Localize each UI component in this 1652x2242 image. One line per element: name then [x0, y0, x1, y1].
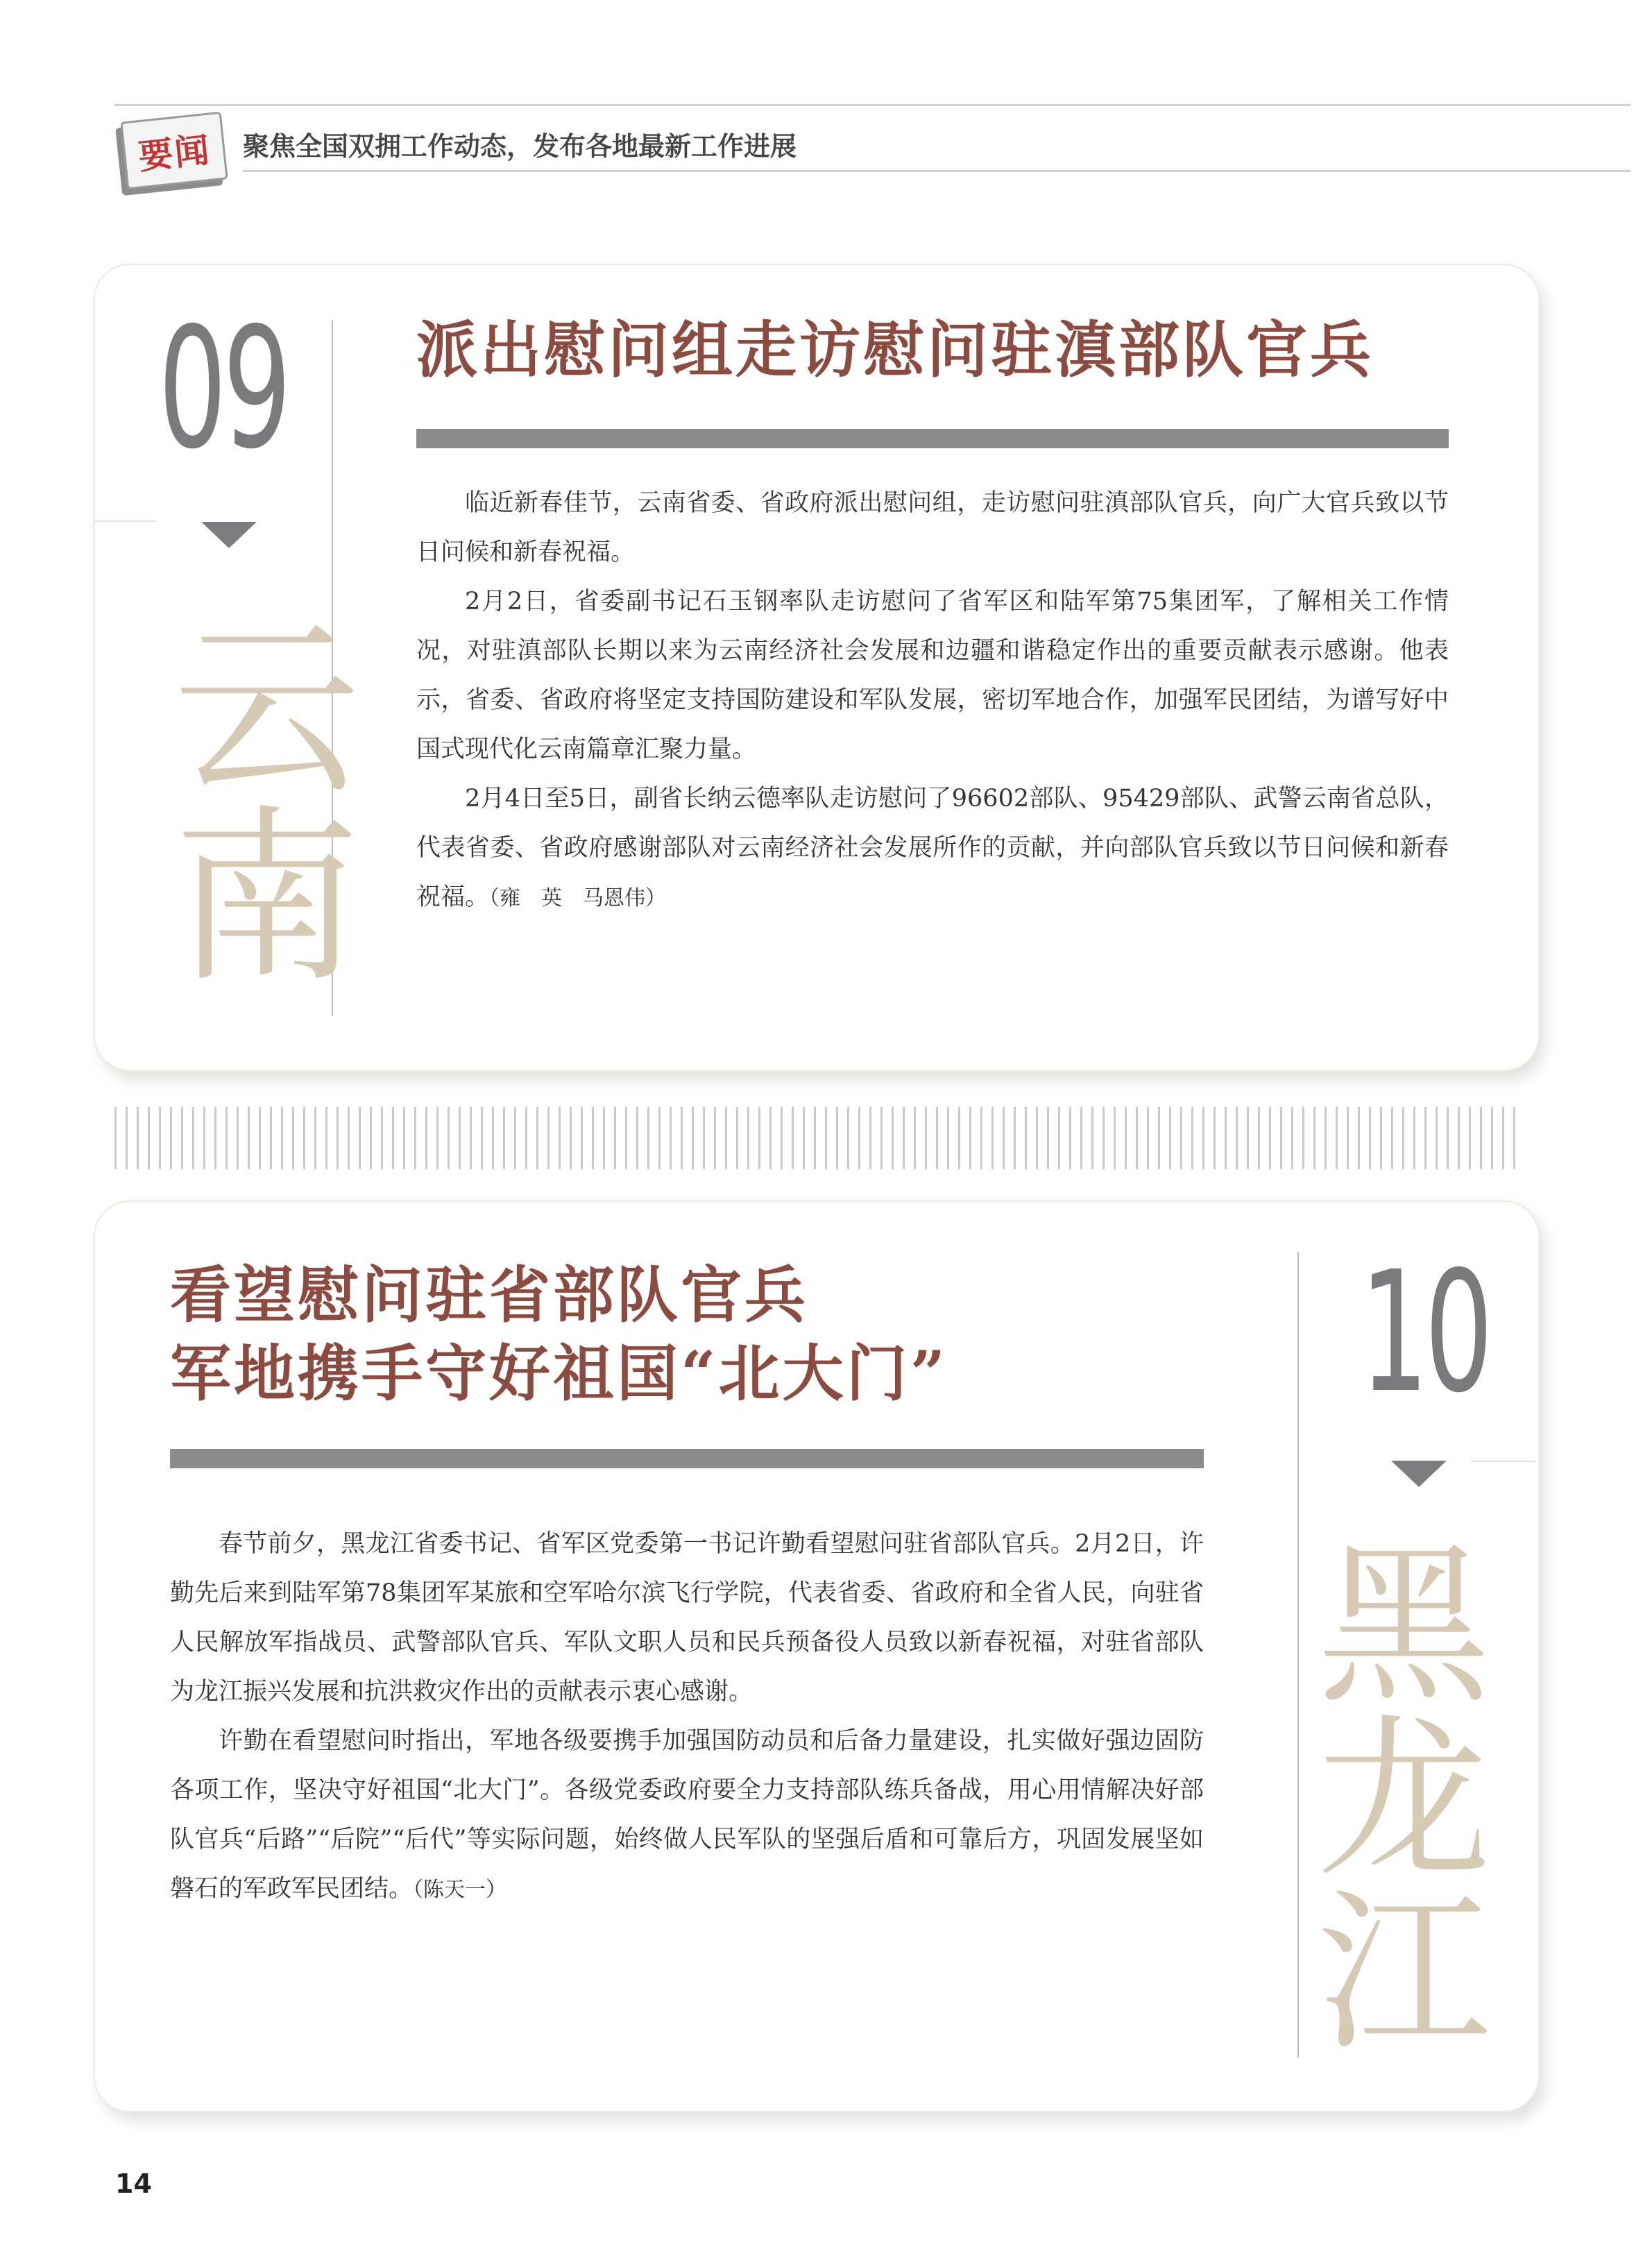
- article-title: 派出慰问组走访慰问驻滇部队官兵: [416, 314, 1374, 386]
- article-title: [170, 1256, 948, 1412]
- divider-short: [1471, 1461, 1537, 1462]
- article-number: 10: [1360, 1235, 1490, 1429]
- article-body: [170, 1520, 1204, 1914]
- page-number: 14: [115, 2168, 152, 2199]
- article-body: [416, 479, 1449, 923]
- title-line-1: 看望慰问驻省部队官兵: [170, 1259, 809, 1331]
- title-underline-bar: [416, 429, 1449, 448]
- province-watermark: 云南: [142, 611, 361, 985]
- divider-short: [94, 520, 156, 522]
- title-line-2: 军地携手守好祖国“北大门”: [170, 1336, 948, 1409]
- triangle-marker-icon: [201, 522, 257, 548]
- paragraph: [416, 774, 1449, 923]
- section-tag: 要闻: [120, 112, 228, 190]
- paragraph-text: 许勤在看望慰问时指出，军地各级要携手加强国防动员和后备力量建设，扎实做好强边固防各项工作，坚决守好祖国“北大门”。各级党委政府要全力支持部队练兵备战，用心用情解决好部队官兵“后路”“后院”“后代”等实际问题，始终做人民军队的坚强后盾和可靠后方，巩固发展坚如磐石的军政军民团结。: [170, 1727, 1204, 1903]
- paragraph: 2月2日，省委副书记石玉钢率队走访慰问了省军区和陆军第75集团军，了解相关工作情况，对驻滇部队长期以来为云南经济社会发展和边疆和谐稳定作出的重要贡献表示感谢。他表示，省委、省政府将坚定支持国防建设和军队发展，密切军地合作，加强军民团结，为谱写好中国式现代化云南篇章汇聚力量。: [416, 588, 1449, 763]
- stripe-separator: [114, 1107, 1516, 1169]
- header-slogan: 聚焦全国双拥工作动态，发布各地最新工作进展: [243, 131, 797, 162]
- province-watermark: 黑龙江: [1288, 1534, 1490, 2054]
- author-credit: （陈天一）: [413, 1878, 507, 1902]
- paragraph-text: 2月4日至5日，副省长纳云德率队走访慰问了96602部队、95429部队、武警云南省总队，代表省委、省政府感谢部队对云南经济社会发展所作的贡献，并向部队官兵致以节日问候和新春祝福。: [416, 785, 1449, 911]
- paragraph: 春节前夕，黑龙江省委书记、省军区党委第一书记许勤看望慰问驻省部队官兵。2月2日，许勤先后来到陆军第78集团军某旅和空军哈尔滨飞行学院，代表省委、省政府和全省人民，向驻省人民解放军指战员、武警部队官兵、军队文职人员和民兵预备役人员致以新春祝福，对驻省部队为龙江振兴发展和抗洪救灾作出的贡献表示衷心感谢。: [170, 1530, 1204, 1706]
- header-rule-top: [114, 104, 1630, 106]
- header-rule-bottom: [243, 170, 1630, 172]
- paragraph: [170, 1717, 1204, 1914]
- paragraph: 临近新春佳节，云南省委、省政府派出慰问组，走访慰问驻滇部队官兵，向广大官兵致以节日问候和新春祝福。: [416, 489, 1449, 566]
- author-credit: （雍 英 马恩伟）: [489, 886, 667, 910]
- article-number: 09: [158, 291, 288, 486]
- title-underline-bar: [170, 1449, 1204, 1468]
- triangle-marker-icon: [1391, 1461, 1447, 1487]
